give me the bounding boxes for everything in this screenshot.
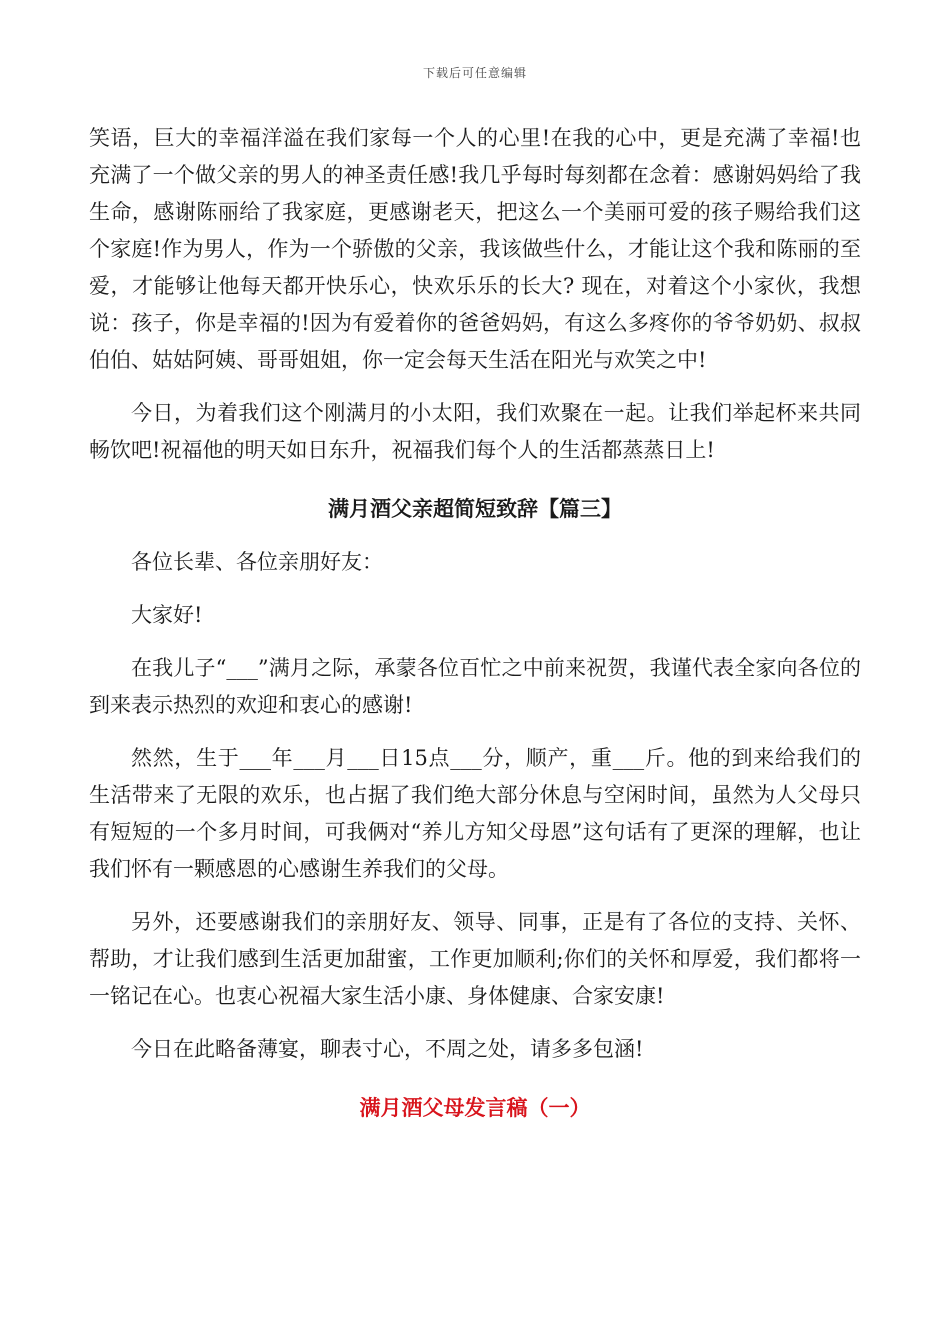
paragraph: 大家好! (131, 603, 203, 627)
paragraph: 今日在此略备薄宴，聊表寸心，不周之处，请多多包涵! (131, 1037, 644, 1061)
paragraph: 然然，生于___年___月___日15点___分，顺产，重___斤。他的到来给我们的生活带来了无限的欢乐，也占据了我们绝大部分休息与空闲时间，虽然为人父母只有短短的一个多月时间，可我俩对“养儿方知父母恩”这句话有了更深的理解，也让我们怀有一颗感恩的心感谢生养我们的父母。 (89, 746, 861, 881)
paragraph: 笑语，巨大的幸福洋溢在我们家每一个人的心里!在我的心中，更是充满了幸福!也充满了一个做父亲的男人的神圣责任感!我几乎每时每刻都在念着：感谢妈妈给了我生命，感谢陈丽给了我家庭，更感谢老天，把这么一个美丽可爱的孩子赐给我们这个家庭!作为男人，作为一个骄傲的父亲，我该做些什么，才能让这个我和陈丽的至爱，才能够让他每天都开快乐心，快欢乐乐的长大? 现在，对着这个小家伙，我想说：孩子，你是幸福的!因为有爱着你的爸爸妈妈，有这么多疼你的爷爷奶奶、叔叔伯伯、姑姑阿姨、哥哥姐姐，你一定会每天生活在阳光与欢笑之中! (89, 126, 861, 372)
paragraph: 另外，还要感谢我们的亲朋好友、领导、同事，正是有了各位的支持、关怀、帮助，才让我们感到生活更加甜蜜，工作更加顺利;你们的关怀和厚爱，我们都将一一铭记在心。也衷心祝福大家生活小康、身体健康、合家安康! (89, 910, 861, 1008)
page-header: 下载后可任意编辑 (422, 66, 527, 80)
paragraph: 各位长辈、各位亲朋好友： (131, 550, 383, 574)
paragraph: 今日，为着我们这个刚满月的小太阳，我们欢聚在一起。让我们举起杯来共同畅饮吧!祝福他的明天如日东升，祝福我们每个人的生活都蒸蒸日上! (89, 401, 861, 462)
next-section-title: 满月酒父母发言稿（一） (359, 1096, 591, 1120)
paragraph: 在我儿子“___”满月之际，承蒙各位百忙之中前来祝贺，我谨代表全家向各位的到来表示热烈的欢迎和衷心的感谢! (89, 656, 861, 717)
document-body (89, 120, 861, 1127)
section-title: 满月酒父亲超简短致辞【篇三】 (328, 497, 622, 521)
